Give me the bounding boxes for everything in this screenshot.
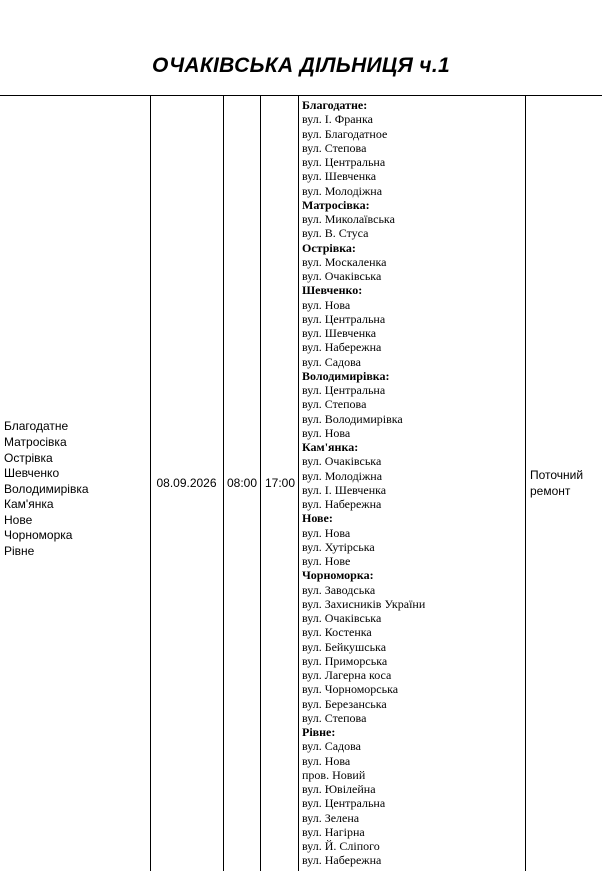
street-group-heading: Кам'янка: — [302, 440, 359, 454]
settlement-item: Чорноморка — [4, 528, 73, 543]
street-item: вул. Центральна — [302, 155, 386, 169]
settlements-list — [4, 419, 89, 559]
street-item: вул. Захисників України — [302, 596, 426, 611]
street-item: вул. Нова — [302, 525, 351, 540]
street-item: вул. Шевченка — [302, 169, 377, 184]
street-item: вул. Молодіжна — [302, 468, 383, 483]
column-divider — [525, 95, 526, 871]
street-item: вул. Степова — [302, 397, 367, 412]
settlement-item: Шевченко — [4, 466, 60, 481]
street-item: вул. Зелена — [302, 810, 360, 825]
street-item: вул. Березанська — [302, 696, 387, 711]
street-item: вул. Лагерна коса — [302, 668, 392, 682]
street-item: вул. Набережна — [302, 340, 382, 355]
street-item: вул. Ювілейна — [302, 782, 376, 796]
street-item: вул. Очаківська — [302, 454, 382, 469]
outage-table — [0, 95, 602, 871]
date-cell — [150, 95, 223, 871]
outage-date: 08.09.2026 — [156, 476, 217, 490]
street-item: вул. Центральна — [302, 796, 386, 811]
street-group-heading: Чорноморка: — [302, 568, 374, 583]
street-item: вул. Степова — [302, 710, 367, 725]
street-item: вул. Москаленка — [302, 254, 387, 269]
street-item: вул. Садова — [302, 354, 361, 369]
street-item: вул. Центральна — [302, 311, 386, 326]
street-group-heading: Рівне: — [302, 725, 336, 739]
settlement-item: Рівне — [4, 544, 35, 559]
reason-cell — [530, 95, 600, 871]
street-item: вул. Й. Сліпого — [302, 839, 380, 853]
street-item: вул. Костенка — [302, 625, 372, 640]
street-item: вул. Очаківська — [302, 611, 382, 625]
settlement-item: Нове — [4, 512, 33, 527]
street-item: вул. Шевченка — [302, 326, 377, 340]
street-item: вул. Бейкушська — [302, 639, 387, 654]
street-group-heading: Нове: — [302, 511, 333, 526]
street-item: вул. Нове — [302, 554, 351, 568]
street-group-heading: Матросівка: — [302, 197, 370, 212]
street-item: вул. Степова — [302, 140, 367, 155]
settlement-item: Кам'янка — [4, 497, 54, 512]
settlement-item: Острівка — [4, 450, 53, 465]
street-item: вул. Набережна — [302, 853, 382, 868]
street-group-heading: Острівка: — [302, 240, 356, 255]
street-item: вул. І. Шевченка — [302, 482, 387, 497]
street-item: вул. Заводська — [302, 582, 376, 597]
settlement-item: Володимирівка — [4, 481, 89, 496]
street-item: вул. Центральна — [302, 383, 386, 397]
street-group-heading: Володимирівка: — [302, 368, 390, 383]
street-item: вул. В. Стуса — [302, 226, 369, 241]
title-bar — [0, 0, 602, 96]
street-item: вул. І. Франка — [302, 112, 373, 127]
street-item: вул. Володимирівка — [302, 411, 403, 426]
street-item: вул. Нагірна — [302, 824, 365, 839]
settlements-cell — [4, 95, 146, 871]
start-time-cell — [224, 95, 260, 871]
street-item: вул. Очаківська — [302, 269, 382, 283]
settlement-item: Благодатне — [4, 419, 69, 434]
page-title: ОЧАКІВСЬКА ДІЛЬНИЦЯ ч.1 — [152, 54, 450, 77]
street-item: вул. Приморська — [302, 653, 388, 668]
end-time: 17:00 — [264, 476, 296, 490]
street-item: вул. Садова — [302, 739, 361, 754]
street-item: вул. Нова — [302, 297, 351, 312]
end-time-cell — [261, 95, 299, 871]
street-group-heading: Шевченко: — [302, 283, 363, 298]
start-time: 08:00 — [226, 476, 258, 490]
street-group-heading: Благодатне: — [302, 98, 368, 112]
street-item: вул. Чорноморська — [302, 682, 399, 697]
street-item: вул. Благодатное — [302, 126, 388, 141]
outage-reason: Поточний ремонт — [530, 468, 584, 498]
street-item: вул. Молодіжна — [302, 183, 383, 198]
street-item: вул. Хутірська — [302, 539, 375, 554]
street-item: вул. Набережна — [302, 497, 382, 511]
street-item: вул. Нова — [302, 753, 351, 768]
street-item: пров. Новий — [302, 767, 366, 782]
streets-cell — [302, 98, 524, 868]
street-item: вул. Миколаївська — [302, 212, 395, 226]
street-item: вул. Нова — [302, 425, 351, 440]
settlement-item: Матросівка — [4, 434, 67, 449]
